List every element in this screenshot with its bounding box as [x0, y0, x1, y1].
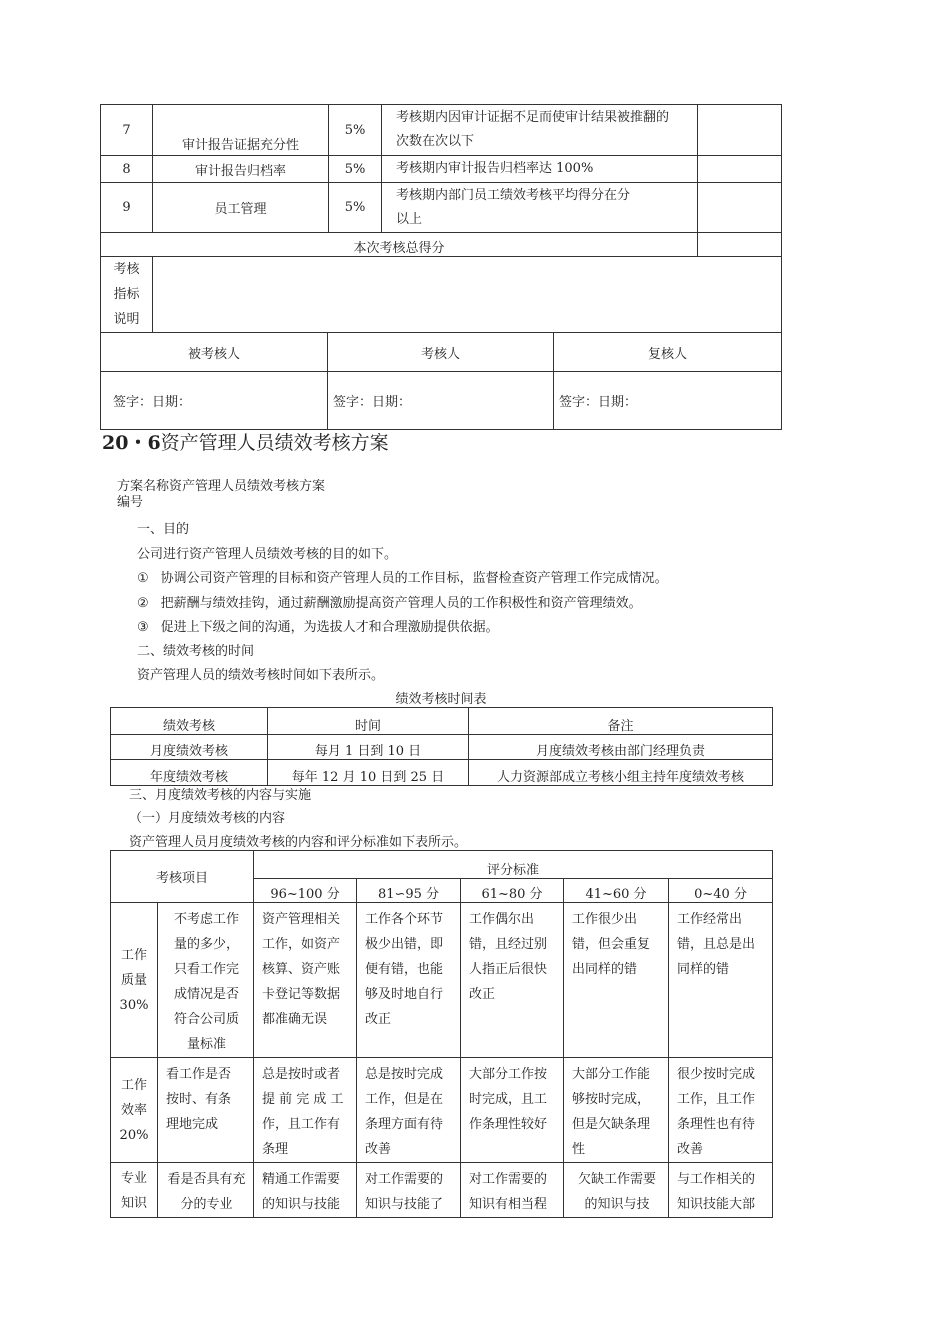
- row-criteria: 考核期内审计报告归档率达 100%: [382, 156, 698, 183]
- table-header-row: [111, 708, 773, 735]
- standard-header: 评分标准: [254, 851, 773, 879]
- plan-name: 方案名称资产管理人员绩效考核方案: [117, 479, 326, 494]
- level-cell: 精通工作需要 的知识与技能: [254, 1163, 357, 1218]
- row-weight: 5%: [329, 156, 382, 183]
- criterion-name: 工作 效率 20%: [111, 1058, 158, 1163]
- row-number: 8: [101, 156, 153, 183]
- signature-table: [100, 332, 782, 430]
- heading-time: 二、绩效考核的时间: [137, 644, 255, 659]
- level-cell: 与工作相关的 知识技能大部: [669, 1163, 773, 1218]
- table-row: [111, 735, 773, 760]
- sign-field: 签字：日期：: [554, 372, 782, 430]
- signer-examinee: 被考核人: [101, 333, 328, 372]
- level-cell: 很少按时完成 工作，且工作 条理性也有待 改善: [669, 1058, 773, 1163]
- table-cell: 每月 1 日到 10 日: [268, 735, 469, 760]
- row-score: [698, 105, 782, 156]
- table-row-professional-knowledge: [111, 1163, 773, 1218]
- sign-field: 签字：日期：: [101, 372, 328, 430]
- plan-number-label: 编号: [117, 495, 144, 510]
- row-weight: 5%: [329, 105, 382, 156]
- note-label: 考核 指标 说明: [101, 257, 153, 333]
- score-table: [110, 850, 773, 1218]
- total-row: [101, 233, 782, 257]
- range-header: 41~60 分: [564, 879, 669, 903]
- level-cell: 对工作需要的 知识有相当程: [461, 1163, 564, 1218]
- time-table-title: 绩效考核时间表: [395, 692, 487, 707]
- note-row: [101, 257, 782, 333]
- sign-row: [101, 372, 782, 430]
- level-cell: 大部分工作按 时完成，且工 作条理性较好: [461, 1058, 564, 1163]
- column-header: 绩效考核: [111, 708, 268, 735]
- table-row: [101, 183, 782, 233]
- audit-score-table: [100, 104, 782, 333]
- time-table: [110, 707, 773, 786]
- criterion-description: 不考虑工作 量的多少， 只看工作完 成情况是否 符合公司质 量标准: [158, 903, 254, 1058]
- sign-field: 签字：日期：: [328, 372, 554, 430]
- section-title: 资产管理人员绩效考核方案: [160, 432, 389, 454]
- purpose-intro: 公司进行资产管理人员绩效考核的目的如下。: [137, 547, 398, 562]
- row-number: 7: [101, 105, 153, 156]
- row-criteria: 考核期内因审计证据不足而使审计结果被推翻的 次数在次以下: [382, 105, 698, 156]
- monthly-intro: 资产管理人员月度绩效考核的内容和评分标准如下表所示。: [129, 835, 468, 850]
- level-cell: 欠缺工作需要 的知识与技: [564, 1163, 669, 1218]
- column-header: 备注: [469, 708, 773, 735]
- level-cell: 资产管理相关 工作，如资产 核算、资产账 卡登记等数据 都准确无误: [254, 903, 357, 1058]
- row-weight: 5%: [329, 183, 382, 233]
- column-header: 时间: [268, 708, 469, 735]
- level-cell: 大部分工作能 够按时完成， 但是欠缺条理 性: [564, 1058, 669, 1163]
- table-header-row: [111, 851, 773, 879]
- criterion-name: 工作 质量 30%: [111, 903, 158, 1058]
- purpose-item: ② 把薪酬与绩效挂钩，通过薪酬激励提高资产管理人员的工作积极性和资产管理绩效。: [137, 596, 642, 611]
- heading-monthly-content: （一）月度绩效考核的内容: [129, 811, 286, 826]
- total-label: 本次考核总得分: [101, 233, 698, 257]
- purpose-item: ③ 促进上下级之间的沟通，为选拔人才和合理激励提供依据。: [137, 620, 499, 635]
- row-item: 审计报告归档率: [153, 156, 329, 183]
- section-heading: [102, 430, 389, 456]
- signer-row: [101, 333, 782, 372]
- table-row: [101, 156, 782, 183]
- criterion-name: 专业 知识: [111, 1163, 158, 1218]
- signer-reviewer: 复核人: [554, 333, 782, 372]
- heading-monthly: 三、月度绩效考核的内容与实施: [129, 788, 312, 803]
- row-criteria: 考核期内部门员工绩效考核平均得分在分 以上: [382, 183, 698, 233]
- table-cell: 月度绩效考核: [111, 735, 268, 760]
- row-score: [698, 183, 782, 233]
- level-cell: 总是按时或者 提 前 完 成 工 作，且工作有 条理: [254, 1058, 357, 1163]
- table-cell: 月度绩效考核由部门经理负责: [469, 735, 773, 760]
- total-score: [698, 233, 782, 257]
- level-cell: 对工作需要的 知识与技能了: [357, 1163, 461, 1218]
- table-cell: 每年 12 月 10 日到 25 日: [268, 760, 469, 786]
- criterion-description: 看工作是否 按时、有条 理地完成: [158, 1058, 254, 1163]
- note-content: [153, 257, 782, 333]
- signer-examiner: 考核人: [328, 333, 554, 372]
- level-cell: 工作各个环节 极少出错，即 便有错，也能 够及时地自行 改正: [357, 903, 461, 1058]
- table-row: [101, 105, 782, 156]
- level-cell: 工作很少出 错，但会重复 出同样的错: [564, 903, 669, 1058]
- range-header: 81∽95 分: [357, 879, 461, 903]
- item-header: 考核项目: [111, 851, 254, 903]
- range-header: 96~100 分: [254, 879, 357, 903]
- table-row-work-efficiency: [111, 1058, 773, 1163]
- level-cell: 工作偶尔出 错，且经过别 人指正后很快 改正: [461, 903, 564, 1058]
- purpose-item: ① 协调公司资产管理的目标和资产管理人员的工作目标，监督检查资产管理工作完成情况。: [137, 571, 668, 586]
- section-number: 20・6: [102, 432, 161, 454]
- row-item: 员工管理: [153, 183, 329, 233]
- level-cell: 工作经常出 错，且总是出 同样的错: [669, 903, 773, 1058]
- range-header: 61~80 分: [461, 879, 564, 903]
- criterion-description: 看是否具有充 分的专业: [158, 1163, 254, 1218]
- heading-purpose: 一、目的: [137, 522, 190, 537]
- time-intro: 资产管理人员的绩效考核时间如下表所示。: [137, 668, 385, 683]
- row-score: [698, 156, 782, 183]
- table-cell: 年度绩效考核: [111, 760, 268, 786]
- level-cell: 总是按时完成 工作，但是在 条理方面有待 改善: [357, 1058, 461, 1163]
- row-item: 审计报告证据充分性: [153, 105, 329, 156]
- row-number: 9: [101, 183, 153, 233]
- range-header: 0~40 分: [669, 879, 773, 903]
- table-row: [111, 760, 773, 786]
- table-row-work-quality: [111, 903, 773, 1058]
- table-cell: 人力资源部成立考核小组主持年度绩效考核: [469, 760, 773, 786]
